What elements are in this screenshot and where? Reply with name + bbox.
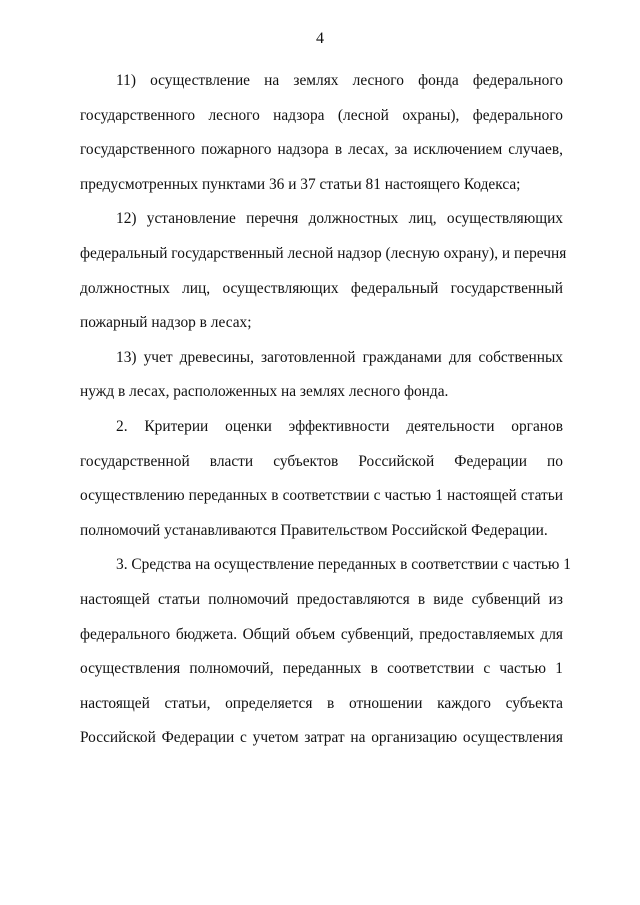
paragraph-item-11	[80, 64, 563, 202]
page-number: 4	[316, 30, 324, 47]
paragraph-item-12	[80, 202, 567, 340]
paragraph-section-2	[80, 410, 563, 548]
text-line: осуществления полномочий, переданных в соответствии с частью 1	[80, 660, 563, 678]
text-line: должностных лиц, осуществляющих федеральный государственный	[80, 279, 563, 297]
text-line: 2. Критерии оценки эффективности деятельности органов	[116, 417, 563, 435]
text-line: предусмотренных пунктами 36 и 37 статьи 81 настоящего Кодекса;	[80, 175, 521, 193]
paragraph-section-3	[80, 548, 571, 756]
text-line: государственной власти субъектов Российской Федерации по	[80, 452, 563, 470]
text-line: пожарный надзор в лесах;	[80, 314, 252, 332]
document-body	[80, 64, 571, 756]
text-line: нужд в лесах, расположенных на землях лесного фонда.	[80, 383, 449, 401]
text-line: федеральный государственный лесной надзор (лесную охрану), и перечня	[80, 244, 567, 262]
text-line: настоящей статьи полномочий предоставляются в виде субвенций из	[80, 590, 563, 608]
paragraph-item-13	[80, 341, 563, 410]
text-line: федерального бюджета. Общий объем субвенций, предоставляемых для	[80, 625, 563, 643]
text-line: полномочий устанавливаются Правительством Российской Федерации.	[80, 521, 548, 539]
text-line: государственного лесного надзора (лесной охраны), федерального	[80, 106, 563, 124]
text-line: осуществлению переданных в соответствии с частью 1 настоящей статьи	[80, 487, 563, 505]
text-line: 3. Средства на осуществление переданных в соответствии с частью 1	[116, 556, 571, 574]
text-line: настоящей статьи, определяется в отношении каждого субъекта	[80, 694, 563, 712]
text-line: 12) установление перечня должностных лиц, осуществляющих	[116, 210, 563, 228]
text-line: 13) учет древесины, заготовленной гражданами для собственных	[116, 348, 563, 366]
text-line: 11) осуществление на землях лесного фонда федерального	[116, 72, 563, 89]
text-line: государственного пожарного надзора в лесах, за исключением случаев,	[80, 141, 563, 159]
text-line: Российской Федерации с учетом затрат на организацию осуществления	[80, 729, 563, 747]
